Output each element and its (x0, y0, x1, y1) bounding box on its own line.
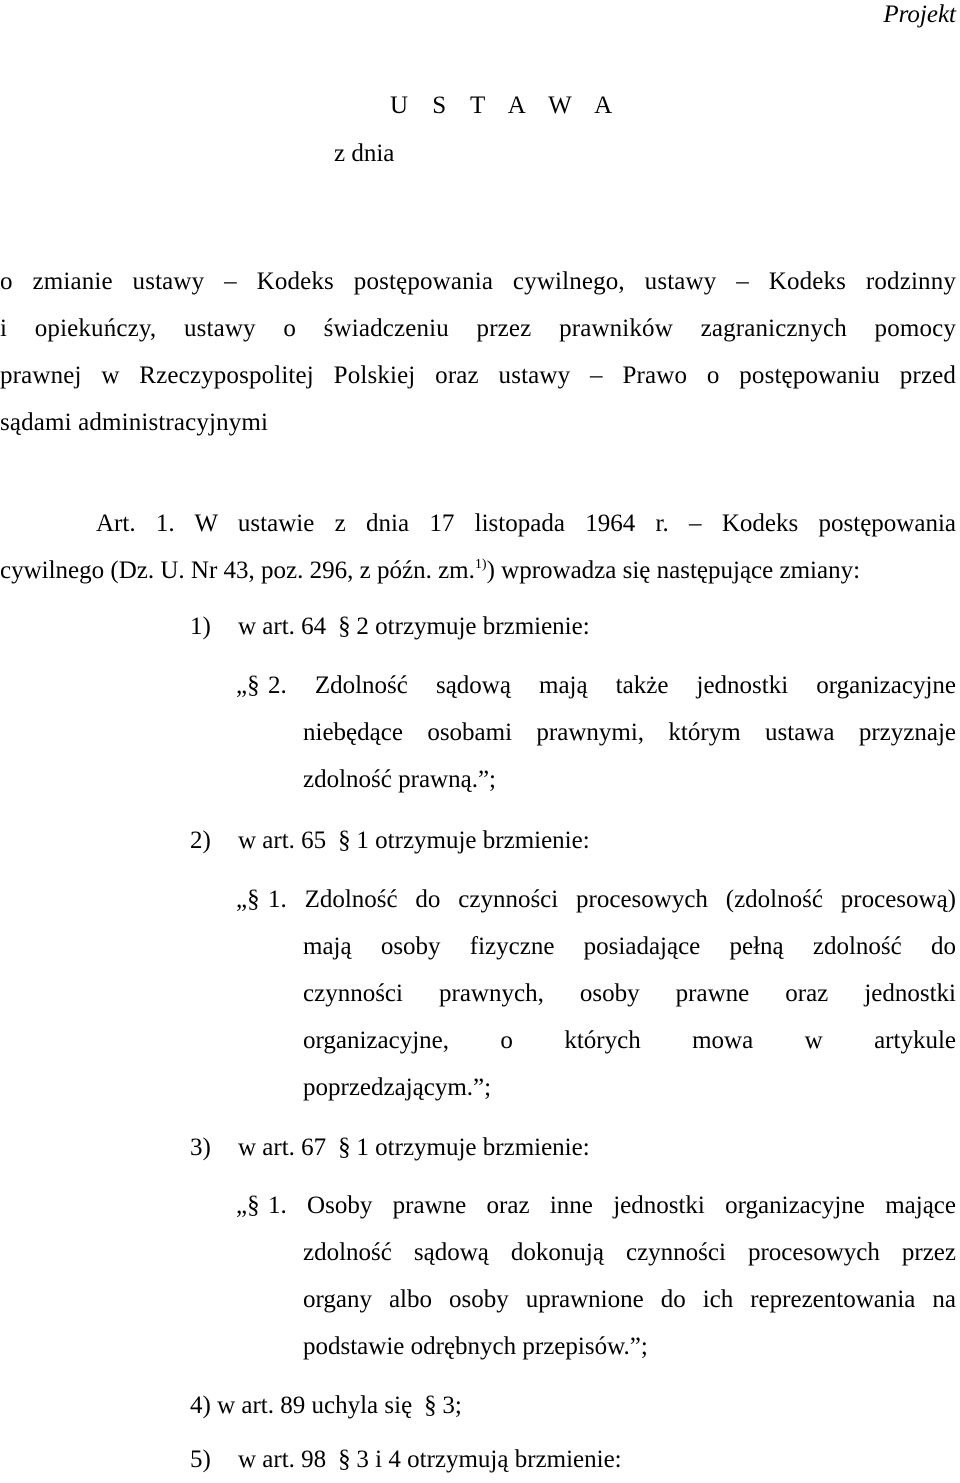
item-number: 5) (190, 1446, 211, 1473)
section-sign: § (338, 827, 351, 854)
quote-line (236, 662, 956, 709)
quote-text: 2. Zdolność sądową mają także jednostki organizacyjne (268, 672, 956, 699)
item-text: w art. 64 (238, 613, 327, 640)
projekt-label: Projekt (883, 1, 956, 28)
quoted-provision-3 (236, 1182, 956, 1370)
footnote-mark: 1) (474, 557, 487, 572)
quoted-provision-2 (236, 876, 956, 1111)
article-1-text: cywilnego (Dz. U. Nr 43, poz. 296, z późn. zm. (0, 557, 475, 584)
item-text: 1 otrzymuje brzmienie: (356, 1134, 590, 1161)
item-text: w art. 67 (238, 1134, 327, 1161)
quote-open: „§ (236, 1192, 260, 1219)
article-1-line: Art. 1. W ustawie z dnia 17 listopada 1964 r. – Kodeks postępowania (96, 510, 956, 537)
item-text: w art. 89 uchyla się (217, 1392, 413, 1419)
title-line: prawnej w Rzeczypospolitej Polskiej oraz ustawy – Prawo o postępowaniu przed (0, 362, 956, 389)
item-text: w art. 65 (238, 827, 327, 854)
amendment-item-3 (190, 1131, 590, 1165)
quote-line: mają osoby fizyczne posiadające pełną zdolność do (303, 933, 956, 960)
quote-line: organizacyjne, o których mowa w artykule (303, 1027, 956, 1054)
quote-line: podstawie odrębnych przepisów.”; (303, 1333, 648, 1360)
item-number: 1) (190, 613, 211, 640)
quote-line: niebędące osobami prawnymi, którym ustawa przyznaje (303, 719, 956, 746)
section-sign: § (424, 1392, 437, 1419)
quote-text: 1. Osoby prawne oraz inne jednostki organizacyjne mające (268, 1192, 956, 1219)
quote-line: zdolność prawną.”; (303, 766, 496, 793)
section-sign: § (338, 1134, 351, 1161)
quote-line (236, 876, 956, 923)
quote-line: organy albo osoby uprawnione do ich reprezentowania na (303, 1286, 956, 1313)
title-line: i opiekuńczy, ustawy o świadczeniu przez prawników zagranicznych pomocy (0, 315, 956, 342)
document-type-heading: U S T A W A (390, 92, 622, 119)
act-title (0, 258, 956, 446)
quoted-provision-1 (236, 662, 956, 803)
quote-line: zdolność sądową dokonują czynności procesowych przez (303, 1239, 956, 1266)
quote-text: 1. Zdolność do czynności procesowych (zdolność procesową) (268, 886, 956, 913)
amendment-item-5 (190, 1443, 622, 1477)
quote-open: „§ (236, 886, 260, 913)
quote-line: czynności prawnych, osoby prawne oraz jednostki (303, 980, 956, 1007)
date-line: z dnia (334, 140, 395, 167)
amendment-item-1 (190, 610, 590, 644)
item-number: 3) (190, 1134, 211, 1161)
article-1-text: ) wprowadza się następujące zmiany: (486, 557, 861, 584)
item-text: 2 otrzymuje brzmienie: (356, 613, 590, 640)
title-line: o zmianie ustawy – Kodeks postępowania cywilnego, ustawy – Kodeks rodzinny (0, 268, 956, 295)
title-line: sądami administracyjnymi (0, 409, 269, 436)
section-sign: § (338, 613, 351, 640)
section-sign: § (338, 1446, 351, 1473)
amendment-item-4 (190, 1389, 462, 1423)
amendment-item-2 (190, 824, 590, 858)
item-text: 3; (442, 1392, 462, 1419)
article-1-line (0, 547, 956, 594)
item-text: w art. 98 (238, 1446, 327, 1473)
quote-line: poprzedzającym.”; (303, 1074, 492, 1101)
item-text: 1 otrzymuje brzmienie: (356, 827, 590, 854)
quote-line (236, 1182, 956, 1229)
item-number: 4) (190, 1392, 211, 1419)
item-number: 2) (190, 827, 211, 854)
quote-open: „§ (236, 672, 260, 699)
article-1-intro (0, 500, 956, 594)
item-text: 3 i 4 otrzymują brzmienie: (356, 1446, 622, 1473)
